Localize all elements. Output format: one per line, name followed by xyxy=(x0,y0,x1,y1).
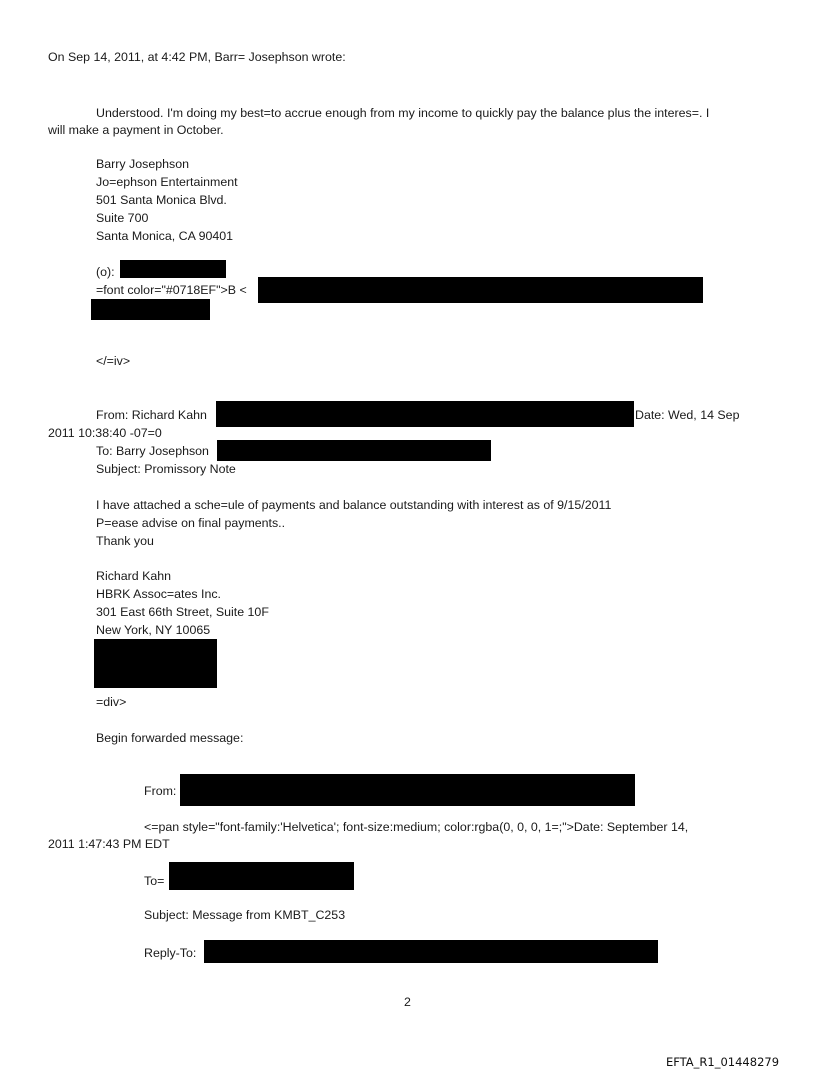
signature-line: Richard Kahn xyxy=(96,569,172,583)
quoted-to-line: To: Barry Josephson xyxy=(96,444,209,458)
signature-line: HBRK Assoc=ates Inc. xyxy=(96,587,221,601)
signature-line: Jo=ephson Entertainment xyxy=(96,175,238,189)
redaction-box xyxy=(180,774,635,806)
redaction-box xyxy=(91,299,210,320)
redaction-box xyxy=(94,639,217,688)
signature-line: Santa Monica, CA 90401 xyxy=(96,229,234,243)
redaction-box xyxy=(120,260,226,278)
div-close-tag: </=iv> xyxy=(96,354,131,368)
office-phone-label: (o): xyxy=(96,265,115,279)
quoted-subject-line: Subject: Promissory Note xyxy=(96,462,236,476)
forwarded-to-line: To= xyxy=(144,874,165,888)
quoted-body-line: I have attached a sche=ule of payments and balance outstanding with interest as of 9/15/2011 xyxy=(96,498,612,512)
quoted-body-line: P=ease advise on final payments.. xyxy=(96,516,286,530)
forwarded-date-continuation: 2011 1:47:43 PM EDT xyxy=(48,837,170,851)
reply-text-line-2: will make a payment in October. xyxy=(48,123,224,137)
font-color-code-line: =font color="#0718EF">B < xyxy=(96,283,247,297)
signature-line: 501 Santa Monica Blvd. xyxy=(96,193,227,207)
quoted-date-continuation: 2011 10:38:40 -07=0 xyxy=(48,426,162,440)
email-header-line: On Sep 14, 2011, at 4:42 PM, Barr= Josephson wrote: xyxy=(48,50,346,64)
quoted-from-line: From: Richard Kahn xyxy=(96,408,207,422)
quoted-date-line: Date: Wed, 14 Sep xyxy=(635,408,740,422)
forwarded-from-line: From: xyxy=(144,784,177,798)
page-number: 2 xyxy=(404,995,411,1009)
signature-line: Suite 700 xyxy=(96,211,149,225)
signature-line: New York, NY 10065 xyxy=(96,623,211,637)
forwarded-subject-line: Subject: Message from KMBT_C253 xyxy=(144,908,346,922)
signature-line: Barry Josephson xyxy=(96,157,189,171)
signature-line: 301 East 66th Street, Suite 10F xyxy=(96,605,269,619)
redaction-box xyxy=(258,277,703,303)
forwarded-span-line: <=pan style="font-family:'Helvetica'; font-size:medium; color:rgba(0, 0, 0, 1=;">Date: September 14, xyxy=(144,820,689,834)
redaction-box xyxy=(204,940,658,963)
div-code-line: =div> xyxy=(96,695,127,709)
quoted-body-line: Thank you xyxy=(96,534,154,548)
redaction-box xyxy=(169,862,354,890)
reply-text-line-1: Understood. I'm doing my best=to accrue enough from my income to quickly pay the balance plus the interes=. I xyxy=(96,106,710,120)
forwarded-reply-to-line: Reply-To: xyxy=(144,946,197,960)
redaction-box xyxy=(216,401,634,427)
document-id-footer: EFTA_R1_01448279 xyxy=(666,1055,780,1069)
redaction-box xyxy=(217,440,491,461)
forwarded-intro: Begin forwarded message: xyxy=(96,731,244,745)
